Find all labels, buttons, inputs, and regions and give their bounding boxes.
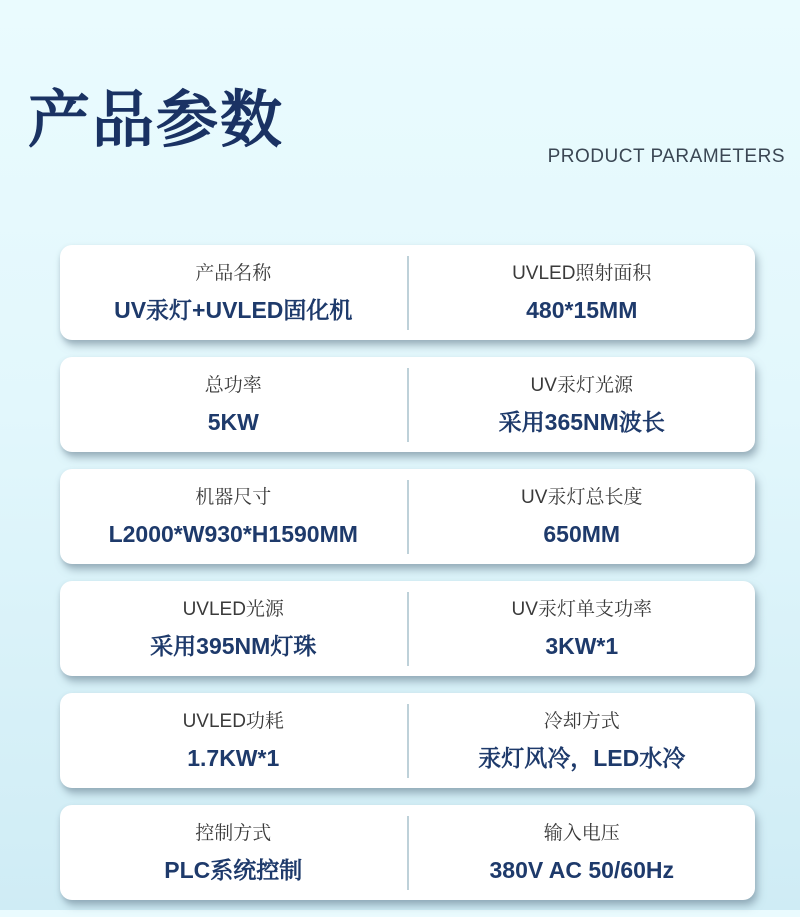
spec-label: UVLED光源 [182, 598, 284, 620]
spec-row [60, 693, 755, 788]
spec-cell-uv-lamp-unit-power [409, 581, 756, 676]
spec-label: 冷却方式 [543, 710, 620, 732]
spec-row [60, 805, 755, 900]
spec-value: UV汞灯+UVLED固化机 [114, 296, 353, 323]
spec-cell-control-method [60, 805, 407, 900]
spec-label: 输入电压 [543, 822, 620, 844]
spec-cell-uvled-consumption [60, 693, 407, 788]
spec-value: L2000*W930*H1590MM [108, 520, 358, 547]
spec-row [60, 357, 755, 452]
spec-label: 产品名称 [195, 262, 272, 284]
spec-value: 5KW [207, 408, 259, 435]
spec-cell-uv-lamp-length [409, 469, 756, 564]
spec-cell-uvled-area [409, 245, 756, 340]
spec-row [60, 581, 755, 676]
spec-cell-input-voltage [409, 805, 756, 900]
spec-value: 采用395NM灯珠 [150, 632, 317, 659]
spec-cell-total-power [60, 357, 407, 452]
spec-value: 采用365NM波长 [498, 408, 665, 435]
spec-label: 总功率 [204, 374, 262, 396]
page-subtitle: PRODUCT PARAMETERS [547, 146, 785, 167]
spec-cell-cooling-method [409, 693, 756, 788]
spec-row [60, 245, 755, 340]
spec-label: UV汞灯总长度 [521, 486, 643, 508]
spec-cell-machine-size [60, 469, 407, 564]
spec-value: 3KW*1 [545, 632, 619, 659]
spec-label: UV汞灯光源 [530, 374, 633, 396]
spec-card-list [60, 245, 755, 917]
spec-value: PLC系统控制 [164, 856, 303, 883]
spec-value: 汞灯风冷，LED水冷 [478, 744, 686, 771]
spec-value: 380V AC 50/60Hz [489, 856, 675, 883]
spec-cell-uv-lamp-source [409, 357, 756, 452]
spec-label: 控制方式 [195, 822, 272, 844]
spec-value: 1.7KW*1 [187, 744, 280, 771]
spec-value: 480*15MM [526, 296, 638, 323]
spec-value: 650MM [543, 520, 621, 547]
spec-cell-uvled-source [60, 581, 407, 676]
spec-label: UVLED照射面积 [512, 262, 652, 284]
spec-label: 机器尺寸 [195, 486, 272, 508]
spec-label: UV汞灯单支功率 [511, 598, 652, 620]
header [0, 0, 800, 245]
spec-label: UVLED功耗 [182, 710, 284, 732]
page-title: 产品参数 [28, 86, 285, 155]
spec-cell-product-name [60, 245, 407, 340]
spec-row [60, 469, 755, 564]
